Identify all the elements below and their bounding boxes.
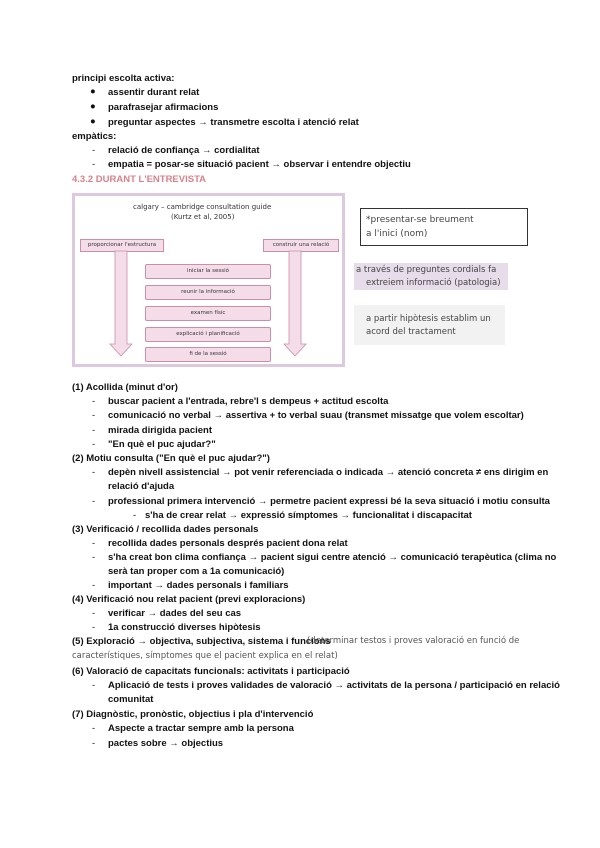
section-title: (4) Verificació nou relat pacient (previ exploracions)	[72, 594, 306, 605]
note-highlight-questions	[354, 263, 508, 290]
list-item: s'ha creat bon clima confiança → pacient sigui centre atenció → comunicació terapèutica (clima no	[108, 552, 557, 563]
list-item: s'ha de crear relat → expressió símptomes → funcionalitat i discapacitat	[145, 510, 472, 521]
note-text: a l'inici (nom)	[366, 229, 428, 239]
diagram-step: iniciar la sessió	[145, 264, 271, 279]
list-item: comunitat	[108, 694, 154, 705]
list-item: preguntar aspectes → transmetre escolta i atenció relat	[108, 117, 359, 128]
list-item: depèn nivell assistencial → pot venir referenciada o indicada → atenció concreta ≠ ens dirigim en	[108, 467, 549, 478]
list-item: recollida dades personals després pacient dona relat	[108, 538, 348, 549]
bullet-dash: -	[92, 145, 96, 156]
list-item: empatia = posar-se situació pacient → observar i entendre objectiu	[108, 159, 411, 170]
diagram-left-label: proporcionar l'estructura	[80, 239, 164, 252]
list-item: important → dades personals i familiars	[108, 580, 289, 591]
note-text: a partir hipòtesis establim un	[366, 314, 491, 324]
bullet-dot: ●	[90, 116, 96, 127]
section-title: (2) Motiu consulta ("En què el puc ajudar?")	[72, 453, 270, 464]
list-item: professional primera intervenció → permetre pacient expressi bé la seva situació i motiu consulta	[108, 496, 550, 507]
bullet-dot: ●	[90, 86, 96, 97]
section-note: (determinar testos i proves valoració en funció de	[307, 636, 520, 646]
down-arrow-icon	[110, 251, 132, 356]
consultation-guide-diagram	[72, 193, 345, 367]
section-title: (5) Exploració → objectiva, subjectiva, sistema i funcions	[72, 636, 331, 647]
diagram-right-label: construir una relació	[263, 239, 339, 252]
down-arrow-icon	[284, 251, 306, 356]
section-title: (3) Verificació / recollida dades personals	[72, 524, 259, 535]
list-item: pactes sobre → objectius	[108, 738, 224, 749]
list-item: Aplicació de tests i proves validades de valoració → activitats de la persona / participació en relació	[108, 680, 560, 691]
note-hypothesis	[354, 305, 505, 345]
list-item: parafrasejar afirmacions	[108, 102, 219, 113]
list-item: verificar → dades del seu cas	[108, 608, 242, 619]
list-item: serà tan proper com a 1a comunicació)	[108, 566, 285, 577]
note-text: extreiem informació (patologia)	[366, 278, 501, 288]
section-title: (1) Acollida (minut d'or)	[72, 382, 178, 393]
list-item: "En què el puc ajudar?"	[108, 439, 216, 450]
diagram-title: calgary – cambridge consultation guide	[133, 203, 272, 211]
list-item: assentir durant relat	[108, 87, 200, 98]
diagram-step: fi de la sessió	[145, 347, 271, 362]
list-item: relació d'ajuda	[108, 481, 175, 492]
list-item: comunicació no verbal → assertiva + to verbal suau (transmet missatge que volem escoltar)	[108, 410, 524, 421]
section-note: característiques, símptomes que el pacient explica en el relat)	[72, 651, 338, 661]
list-item: Aspecte a tractar sempre amb la persona	[108, 723, 294, 734]
list-item: relació de confiança → cordialitat	[108, 145, 260, 156]
list-item: 1a construcció diverses hipòtesis	[108, 622, 261, 633]
diagram-step: examen físic	[145, 306, 271, 321]
active-listening-title: principi escolta activa:	[72, 73, 175, 84]
note-text: acord del tractament	[366, 327, 456, 337]
bullet-dot: ●	[90, 101, 96, 112]
list-item: buscar pacient a l'entrada, rebre'l s dempeus + actitud escolta	[108, 396, 389, 407]
bullet-dash: -	[92, 159, 96, 170]
diagram-step: reunir la informació	[145, 285, 271, 300]
section-title: (7) Diagnòstic, pronòstic, objectius i pla d'intervenció	[72, 709, 314, 720]
empathic-title: empàtics:	[72, 131, 117, 142]
note-text: *presentar-se breument	[366, 215, 474, 225]
note-text: a través de preguntes cordials fa	[356, 265, 497, 275]
diagram-step: explicació i planificació	[145, 327, 271, 342]
list-item: mirada dirigida pacient	[108, 425, 212, 436]
section-heading: 4.3.2 DURANT L'ENTREVISTA	[72, 174, 207, 185]
diagram-subtitle: (Kurtz et al, 2005)	[171, 213, 235, 221]
section-title: (6) Valoració de capacitats funcionals: activitats i participació	[72, 666, 350, 677]
note-box-intro	[360, 208, 528, 246]
